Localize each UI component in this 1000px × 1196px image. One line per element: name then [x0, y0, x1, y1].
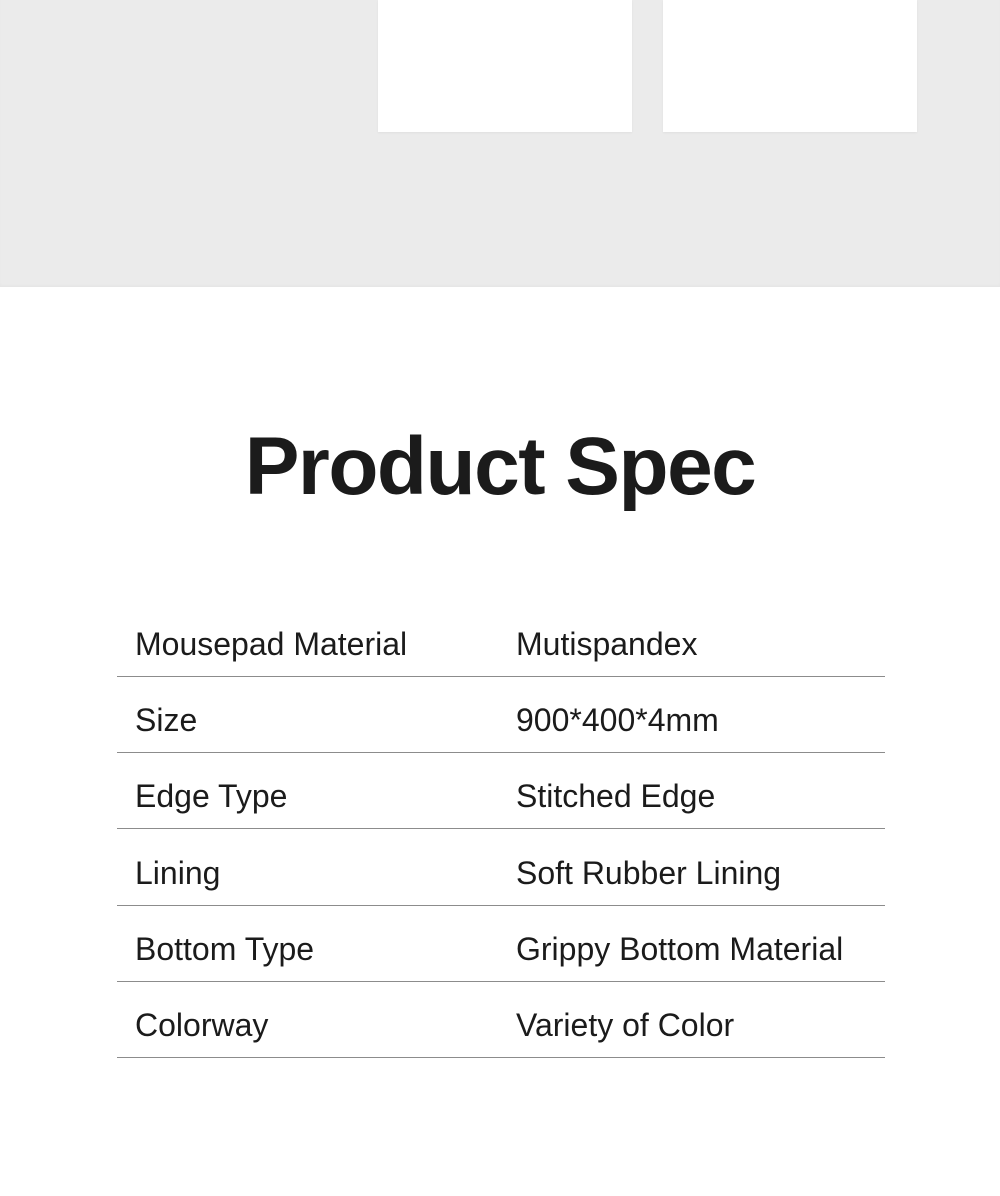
page-title: Product Spec: [244, 421, 756, 512]
spec-value: Variety of Color: [516, 1006, 735, 1043]
spec-row-lining: [117, 829, 885, 905]
spec-value: Soft Rubber Lining: [516, 854, 782, 891]
spec-row-bottom-type: [117, 906, 885, 982]
product-image-left: [378, 0, 632, 132]
spec-label: Size: [135, 702, 198, 739]
spec-value: Grippy Bottom Material: [516, 930, 844, 967]
spec-value: Stitched Edge: [516, 778, 716, 815]
spec-value: 900*400*4mm: [516, 702, 719, 739]
spec-label: Lining: [135, 854, 221, 891]
spec-label: Colorway: [135, 1006, 269, 1043]
product-image-right: [663, 0, 917, 132]
hero-section: [0, 0, 1000, 287]
spec-row-edge-type: [117, 753, 885, 829]
spec-label: Edge Type: [135, 778, 288, 815]
spec-row-size: [117, 677, 885, 753]
spec-table: [117, 601, 885, 1058]
spec-row-colorway: [117, 982, 885, 1058]
spec-value: Mutispandex: [516, 626, 698, 663]
spec-label: Bottom Type: [135, 930, 315, 967]
spec-label: Mousepad Material: [135, 626, 408, 663]
spec-row-mousepad-material: [117, 601, 885, 677]
